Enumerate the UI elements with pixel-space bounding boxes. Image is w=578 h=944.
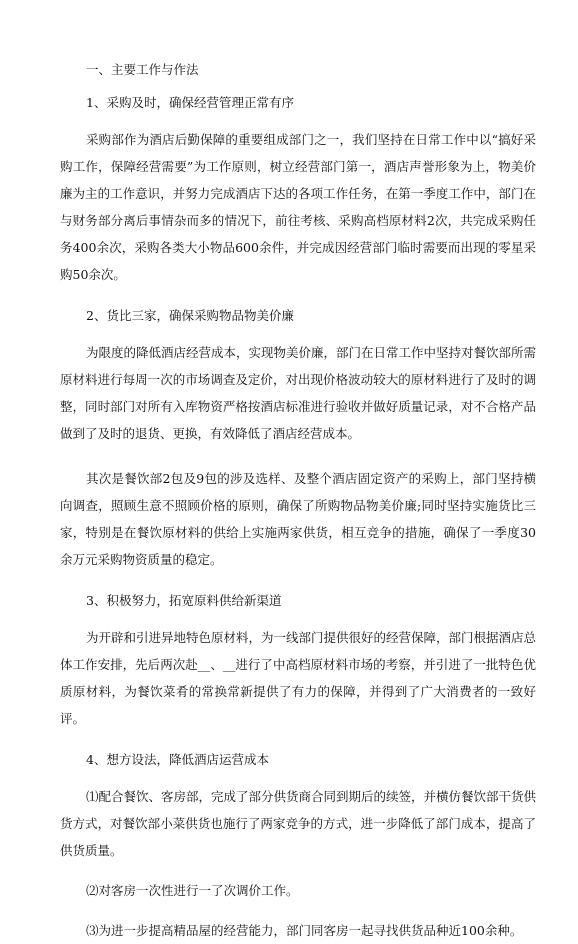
spacer [60, 326, 536, 339]
subheading-2: 2、货比三家，确保采购物品物美价廉 [86, 308, 294, 323]
paragraph-1: 采购部作为酒店后勤保障的重要组成部门之一，我们坚持在日常工作中以“搞好采购工作，保障经营需要”为工作原则，树立经营部门第一，酒店声誉形象为上，物美价廉为主的工作意识，并努力完成酒店下达的各项工作任务，在第一季度工作中，部门在与财务部分离后事情杂而多的情况下，前往考核、采购高档原材料2次，共完成采购任务400余次，采购各类大小物品600余件，并完成因经营部门临时需要而出现的零星采购50余次。 [60, 132, 536, 282]
spacer [60, 611, 536, 624]
subheading-1: 1、采购及时，确保经营管理正常有序 [86, 95, 294, 110]
spacer [60, 573, 536, 591]
spacer [60, 288, 536, 306]
paragraph-7: ⑶为进一步提高精品屋的经营能力，部门同客房一起寻找供货品种近100余种。 [86, 923, 523, 938]
subheading-3: 3、积极努力，拓宽原料供给新渠道 [86, 593, 282, 608]
spacer [60, 447, 536, 465]
spacer [60, 732, 536, 750]
spacer [60, 904, 536, 917]
subheading-4: 4、想方设法，降低酒店运营成本 [86, 752, 269, 767]
paragraph-3: 其次是餐饮部2包及9包的涉及选样、及整个酒店固定资产的采购上，部门坚持横向调查，照顾生意不照顾价格的原则，确保了所购物品物美价廉;同时坚持实施货比三家，特别是在餐饮原材料的供给上实施两家供货，相互竞争的措施，确保了一季度30余万元采购物资质量的稳定。 [60, 471, 536, 567]
spacer [60, 80, 536, 93]
paragraph-5: ⑴配合餐饮、客房部，完成了部分供货商合同到期后的续签，并横仿餐饮部干货供货方式，对餐饮部小菜供货也施行了两家竞争的方式，进一步降低了部门成本，提高了供货质量。 [60, 789, 537, 858]
section-title: 一、主要工作与作法 [86, 62, 199, 77]
spacer [60, 770, 536, 783]
paragraph-2: 为限度的降低酒店经营成本，实现物美价廉，部门在日常工作中坚持对餐饮部所需原材料进行每周一次的市场调查及定价，对出现价格波动较大的原材料进行了及时的调整，同时部门对所有入库物资严格按酒店标准进行验收并做好质量记录，对不合格产品做到了及时的退货、更换，有效降低了酒店经营成本。 [60, 345, 537, 441]
spacer [60, 113, 536, 126]
paragraph-4: 为开辟和引进异地特色原材料，为一线部门提供很好的经营保障，部门根据酒店总体工作安排，先后两次赴__、__进行了中高档原材料市场的考察，并引进了一批特色优质原材料，为餐饮菜肴的常换常新提供了有力的保障，并得到了广大消费者的一致好评。 [60, 630, 537, 726]
spacer [60, 864, 536, 877]
paragraph-6: ⑵对客房一次性进行一了次调价工作。 [86, 883, 299, 898]
